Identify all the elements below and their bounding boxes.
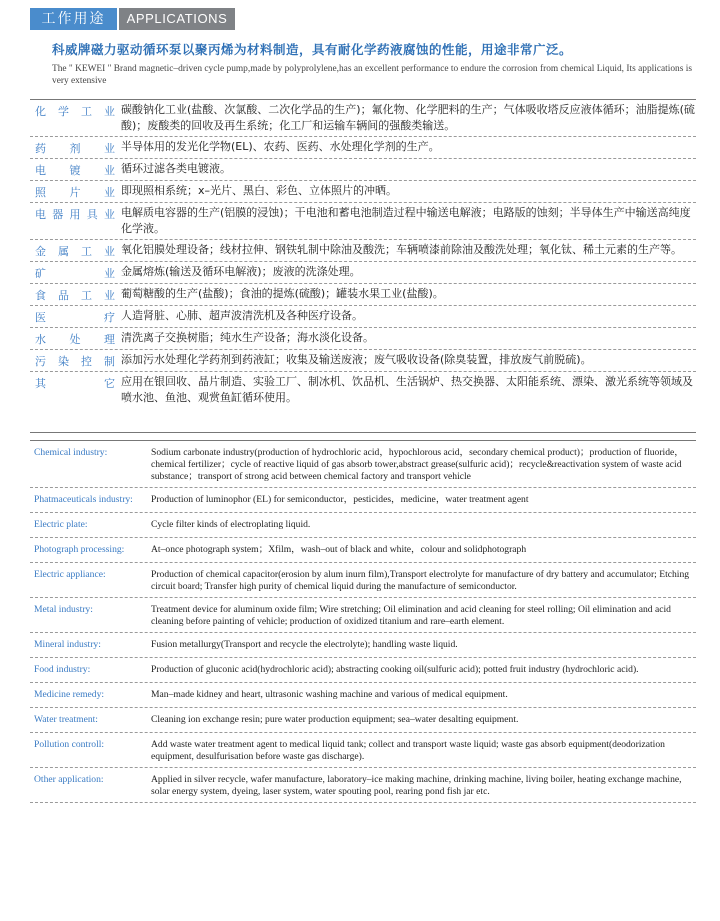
- table-row: [30, 488, 696, 513]
- row-text: Production of luminophor (EL) for semiconductor，pesticides，medicine，water treatment agent: [151, 494, 529, 505]
- row-label: Metal industry:: [34, 604, 93, 615]
- table-row: [30, 658, 696, 683]
- row-text: 葡萄糖酸的生产(盐酸)；食油的提炼(硫酸)；罐装水果工业(盐酸)。: [121, 287, 444, 300]
- row-label: Phatmaceuticals industry:: [34, 494, 133, 505]
- table-row: [30, 306, 696, 328]
- intro-headline-cn: 科威牌磁力驱动循环泵以聚丙烯为材料制造，具有耐化学药液腐蚀的性能，用途非常广泛。: [52, 42, 573, 57]
- table-row: [30, 633, 696, 658]
- applications-table-en: [30, 440, 696, 803]
- row-text: Production of chemical capacitor(erosion by alum inurn film),Transport electrolyte for manufacture of dry battery and accumulator; Etching circuit board; Transfer high purity of chemical liquid during the manufacture of semiconductor.: [151, 569, 690, 592]
- table-row: [30, 100, 696, 137]
- row-label: Pollution controll:: [34, 739, 105, 750]
- row-label: 电器用具业: [35, 208, 115, 221]
- header-title-en: APPLICATIONS: [119, 8, 235, 30]
- row-label: 医疗: [35, 311, 115, 324]
- row-text: 金属熔炼(输送及循环电解液)；废液的洗涤处理。: [121, 265, 361, 278]
- row-text: 清洗离子交换树脂；纯水生产设备；海水淡化设备。: [121, 331, 374, 344]
- table-row: [30, 768, 696, 803]
- row-text: At–once photograph system；Xfilm，wash–out of black and white，colour and solidphotograph: [151, 544, 527, 555]
- row-label: Mineral industry:: [34, 639, 101, 650]
- table-row: [30, 159, 696, 181]
- row-text: 人造肾脏、心肺、超声波清洗机及各种医疗设备。: [121, 309, 363, 322]
- row-label: Medicine remedy:: [34, 689, 105, 700]
- row-label: 金属工业: [35, 245, 115, 258]
- table-row: [30, 181, 696, 203]
- row-text: Sodium carbonate industry(production of hydrochloric acid，hypochlorous acid，secondary chemical product)；production of fluoride，chemical fertilizer；cycle of reactive liquid of gas absorb tower,abstract grease(sulfuric acid)；recycle&reactivation system of waste acid substance；transport of strong acid between chemical factory and transport vehicle: [151, 447, 684, 482]
- table-row: [30, 598, 696, 633]
- row-text: 即现照相系统；x–光片、黑白、彩色、立体照片的冲晒。: [121, 184, 398, 197]
- table-row: [30, 683, 696, 708]
- table-row: [30, 240, 696, 262]
- table-row: [30, 708, 696, 733]
- row-label: 水处理: [35, 333, 115, 346]
- row-text: Fusion metallurgy(Transport and recycle the electrolyte); handling waste liquid.: [151, 639, 458, 650]
- row-text: Cycle filter kinds of electroplating liquid.: [151, 519, 311, 530]
- row-label: Chemical industry:: [34, 447, 108, 458]
- row-label: 照片业: [35, 186, 115, 199]
- row-text: Cleaning ion exchange resin; pure water production equipment; sea–water desalting equipment.: [151, 714, 519, 725]
- applications-table-cn: [30, 99, 696, 408]
- header-title-cn: 工作用途: [30, 8, 117, 30]
- row-text: 氧化铝膜处理设备；线材拉伸、钢铁轧制中除油及酸洗；车辆喷漆前除油及酸洗处理；氧化钛、稀土元素的生产等。: [121, 243, 682, 256]
- table-row: [30, 372, 696, 408]
- table-row: [30, 137, 696, 159]
- table-row: [30, 563, 696, 598]
- row-label: Electric plate:: [34, 519, 88, 530]
- table-row: [30, 441, 696, 488]
- row-label: 化学工业: [35, 105, 115, 118]
- intro-subtitle-en: The " KEWEI " Brand magnetic–driven cycle pump,made by polyprolylene,has an excellent performance to endure the corrosion from chemical Liquid, Its applications is very extensive: [52, 64, 692, 86]
- row-label: 污染控制: [35, 355, 115, 368]
- row-text: 循环过滤各类电镀液。: [121, 162, 231, 175]
- row-label: Photograph processing:: [34, 544, 125, 555]
- row-text: 电解质电容器的生产(铝膜的浸蚀)；干电池和蓄电池制造过程中输送电解液；电路版的蚀刻；半导体生产中输送高纯度化学液。: [121, 206, 691, 235]
- row-text: Add waste water treatment agent to medical liquid tank; collect and transport waste liquid; waste gas absorb equipment(deodorization equipment, desulfurisation before waste gas discharge).: [151, 739, 665, 762]
- row-text: 添加污水处理化学药剂到药液缸；收集及输送废液；废气吸收设备(除臭装置，排放废气前脱硫)。: [121, 353, 592, 366]
- row-label: Food industry:: [34, 664, 91, 675]
- row-text: 半导体用的发光化学物(EL)、农药、医药、水处理化学剂的生产。: [121, 140, 440, 153]
- row-label: Electric appliance:: [34, 569, 106, 580]
- row-label: 矿业: [35, 267, 115, 280]
- row-label: 食品工业: [35, 289, 115, 302]
- row-label: 药剂业: [35, 142, 115, 155]
- table-row: [30, 733, 696, 768]
- row-text: Applied in silver recycle, wafer manufacture, laboratory–ice making machine, drinking machine, living boiler, heating exchange machine, solar energy system, dyeing, laser system, water spouting pool, rearing pond fish jar etc.: [151, 774, 682, 797]
- table-row: [30, 203, 696, 240]
- row-label: Water treatment:: [34, 714, 98, 725]
- row-label: 其它: [35, 377, 115, 390]
- table-row: [30, 513, 696, 538]
- table-row: [30, 350, 696, 372]
- table-row: [30, 328, 696, 350]
- row-label: Other application:: [34, 774, 104, 785]
- table-row: [30, 284, 696, 306]
- row-text: 碳酸钠化工业(盐酸、次氯酸、二次化学品的生产)；氟化物、化学肥料的生产；气体吸收塔反应液体循环；油脂提炼(硫酸)；废酸类的回收及再生系统；化工厂和运输车辆间的强酸类输送。: [121, 103, 695, 132]
- section-header: [30, 8, 235, 30]
- row-text: Production of gluconic acid(hydrochloric acid); abstracting cooking oil(sulfuric acid); potted fruit industry (hydrochloric acid).: [151, 664, 639, 675]
- row-text: Man–made kidney and heart, ultrasonic washing machine and various of medical equipment.: [151, 689, 508, 700]
- row-label: 电镀业: [35, 164, 115, 177]
- table-row: [30, 262, 696, 284]
- row-text: 应用在银回收、晶片制造、实验工厂、制冰机、饮品机、生活锅炉、热交换器、太阳能系统、漂染、激光系统等领域及喷水池、鱼池、观赏鱼缸循环使用。: [121, 375, 693, 404]
- row-text: Treatment device for aluminum oxide film; Wire stretching; Oil elimination and acid cleaning for steel rolling; Oil elimination and acid cleaning before painting of vehicle; production of oxidized titanium and rare–earth element.: [151, 604, 671, 627]
- divider: [30, 432, 696, 433]
- table-row: [30, 538, 696, 563]
